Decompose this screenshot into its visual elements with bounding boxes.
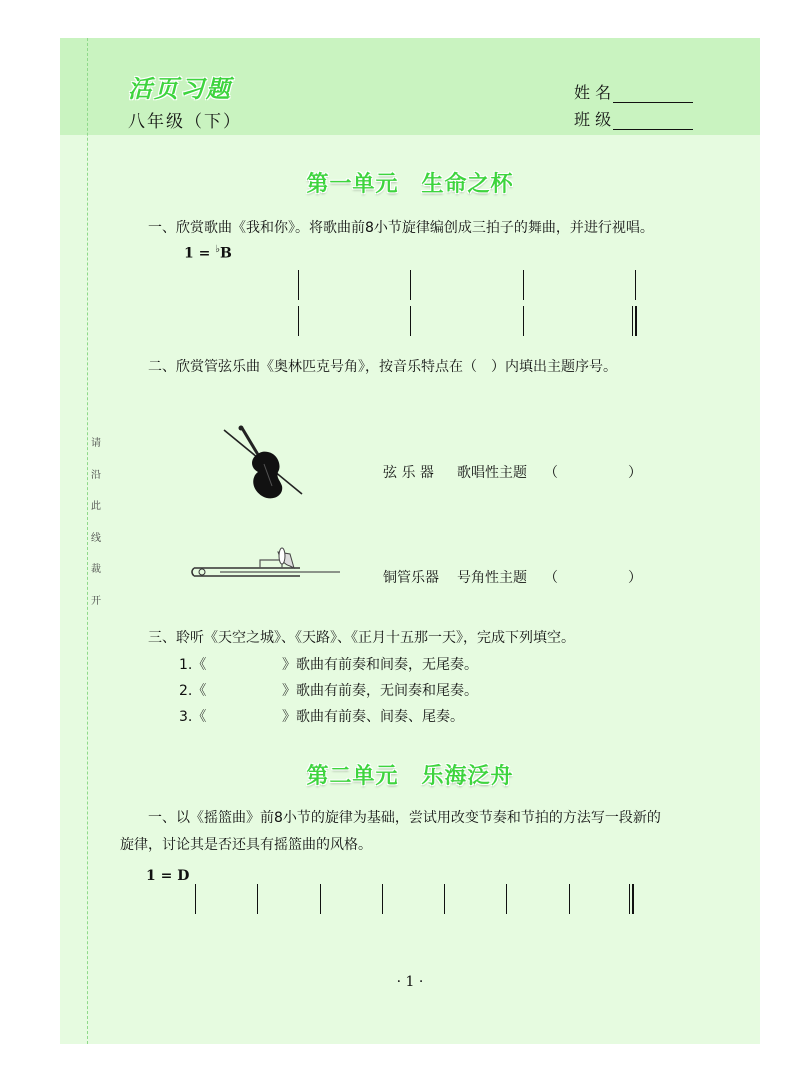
worksheet-page [60,38,760,1044]
unit1-q1-prompt: 一、欣赏歌曲《我和你》。将歌曲前8小节旋律编创成三拍子的舞曲，并进行视唱。 [148,220,654,236]
final-bar-thin [629,884,630,914]
unit1-key-signature [184,244,232,262]
q3-item-3-text: 》歌曲有前奏、间奏、尾奏。 [282,709,464,725]
cut-char: 线 [91,532,101,544]
bar-line [635,270,636,300]
strings-answer-blank[interactable]: （ ） [544,465,642,481]
unit2-title: 第二单元 乐海泛舟 [306,764,514,789]
class-field[interactable] [574,107,693,130]
final-bar-thin [632,306,633,336]
bar-line [410,306,411,336]
key-note: B [219,245,232,262]
series-title: 活页习题 [128,75,232,103]
unit2-key-signature: 1 = D [146,868,190,884]
class-label: 班 级 [574,110,612,129]
cut-char: 此 [91,501,101,512]
bar-line [320,884,321,914]
lyrical-theme-label: 歌唱性主题 [457,465,527,481]
q3-item-2-text: 》歌曲有前奏，无间奏和尾奏。 [282,683,478,699]
name-blank[interactable] [613,88,693,103]
bar-line [569,884,570,914]
name-field[interactable] [574,80,693,103]
bar-line [444,884,445,914]
bar-line [410,270,411,300]
unit1-q2-prompt: 二、欣赏管弦乐曲《奥林匹克号角》，按音乐特点在（ ）内填出主题序号。 [148,359,617,375]
q3-item-1-open: 1.《 [179,657,207,673]
q3-item-2-open: 2.《 [179,683,207,699]
bar-line [298,270,299,300]
bar-line [195,884,196,914]
q3-item-1-text: 》歌曲有前奏和间奏，无尾奏。 [282,657,478,673]
name-label: 姓 名 [574,83,612,102]
violin-icon [220,424,306,502]
q3-item-3-open: 3.《 [179,709,207,725]
flat-sign: ♭ [215,244,220,255]
brass-instrument-label: 铜管乐器 [383,570,439,586]
page-number: · 1 · [396,974,424,990]
cut-line-text [90,428,102,617]
unit2-q1-prompt-line1: 一、以《摇篮曲》前8小节的旋律为基础，尝试用改变节奏和节拍的方法写一段新的 [148,810,661,826]
brass-answer-blank[interactable]: （ ） [544,570,642,586]
final-bar-thick [635,306,637,336]
key-prefix: 1 = [184,245,216,262]
final-bar-thick [632,884,634,914]
bar-line [382,884,383,914]
bar-line [506,884,507,914]
class-blank[interactable] [613,115,693,130]
fanfare-theme-label: 号角性主题 [457,570,527,586]
unit2-q1-prompt-line2: 旋律，讨论其是否还具有摇篮曲的风格。 [120,837,372,853]
cut-char: 沿 [91,469,101,481]
bar-line [257,884,258,914]
bar-line [298,306,299,336]
cut-char: 请 [91,438,101,449]
strings-instrument-label: 弦 乐 器 [383,465,434,481]
cut-char: 裁 [91,564,101,575]
unit1-q3-prompt: 三、聆听《天空之城》、《天路》、《正月十五那一天》，完成下列填空。 [148,630,575,646]
trombone-icon [190,546,344,588]
bar-line [523,306,524,336]
unit1-title: 第一单元 生命之杯 [306,172,514,197]
bar-line [523,270,524,300]
cut-char: 开 [91,595,101,607]
grade-label: 八年级（下） [128,112,242,132]
